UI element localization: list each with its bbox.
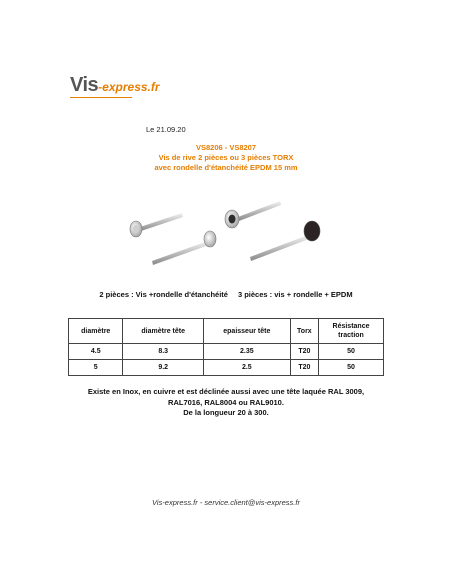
- note-line: De la longueur 20 à 300.: [183, 408, 269, 417]
- logo-vis-text: Vis: [70, 74, 99, 96]
- specs-table: [68, 318, 384, 376]
- table-row: [69, 360, 384, 376]
- table-cell: 2.35: [203, 344, 290, 360]
- logo: [70, 74, 160, 100]
- table-cell: 50: [319, 360, 384, 376]
- table-cell: 8.3: [123, 344, 203, 360]
- product-reference: VS8206 - VS8207: [195, 143, 257, 152]
- table-cell: T20: [290, 360, 318, 376]
- table-cell: 50: [319, 344, 384, 360]
- availability-note: [0, 387, 452, 419]
- document-date: Le 21.09.20: [146, 125, 186, 134]
- col-epaisseur-tete: epaisseur tête: [203, 319, 290, 344]
- product-name: Vis de rive 2 pièces ou 3 pièces TORX: [158, 153, 294, 162]
- logo-express-text: -express.fr: [98, 80, 160, 94]
- table-header-row: [69, 319, 384, 344]
- table-cell: 2.5: [203, 360, 290, 376]
- screw-3-pieces-lower: [250, 221, 320, 261]
- logo-underline: [70, 97, 132, 98]
- caption-2-pieces: 2 pièces : Vis +rondelle d'étanchéité: [99, 290, 228, 299]
- col-diametre: diamètre: [69, 319, 123, 344]
- product-subtitle: avec rondelle d'étanchéité EPDM 15 mm: [154, 163, 298, 172]
- col-torx: Torx: [290, 319, 318, 344]
- screw-product-photo: [120, 185, 340, 275]
- col-resistance-traction: Résistance traction: [319, 319, 384, 344]
- table-cell: 4.5: [69, 344, 123, 360]
- screw-3-pieces-upper: [225, 201, 281, 228]
- product-title: [0, 143, 452, 173]
- photo-caption: [0, 290, 452, 299]
- table-row: [69, 344, 384, 360]
- table-cell: T20: [290, 344, 318, 360]
- col-diametre-tete: diamètre tête: [123, 319, 203, 344]
- footer-contact: Vis-express.fr - service.client@vis-express.fr: [152, 498, 300, 507]
- screw-2-pieces-lower: [152, 231, 216, 265]
- note-line: RAL7016, RAL8004 ou RAL9010.: [168, 397, 284, 407]
- screw-2-pieces-upper: [130, 213, 183, 237]
- note-line: Existe en Inox, en cuivre et est déclinée aussi avec une tête laquée RAL 3009,: [87, 387, 365, 396]
- table-cell: 9.2: [123, 360, 203, 376]
- table-cell: 5: [69, 360, 123, 376]
- caption-3-pieces: 3 pièces : vis + rondelle + EPDM: [237, 290, 353, 299]
